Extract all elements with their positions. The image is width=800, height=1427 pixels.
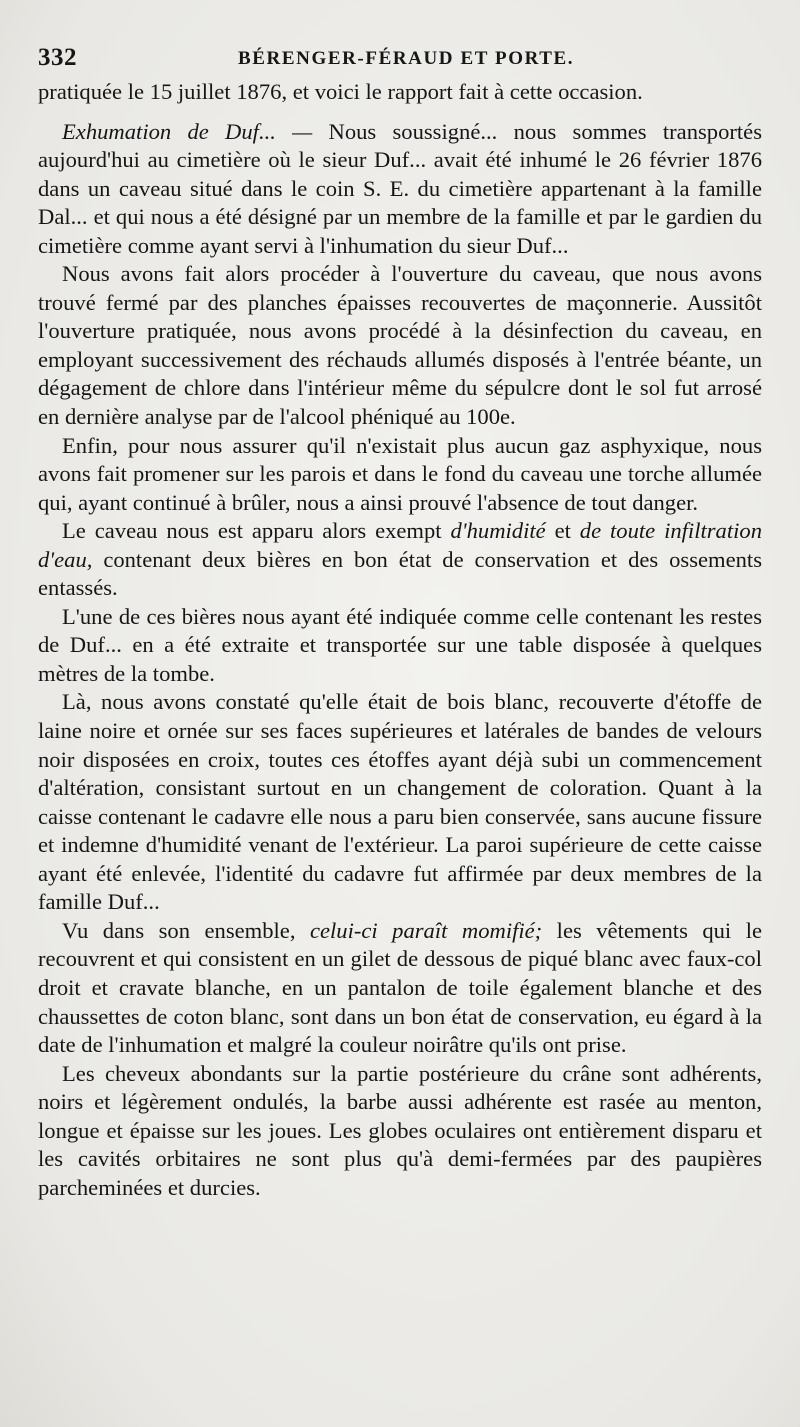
- body-text: [38, 78, 762, 1202]
- paragraph-2: Exhumation de Duf... — Nous soussigné... nous sommes transportés aujourd'hui au cimetière où le sieur Duf... avait été inhumé le 26 février 1876 dans un caveau situé dans le coin S. E. du cimetière appartenant à la famille Dal... et qui nous a été désigné par un membre de la famille et par le gardien du cimetière comme ayant servi à l'inhumation du sieur Duf...: [38, 118, 762, 258]
- paragraph-8: Vu dans son ensemble, celui-ci paraît momifié; les vêtements qui le recouvrent et qui consistent en un gilet de dessous de piqué blanc avec faux-col droit et cravate blanche, en un pantalon de toile également blanche et des chaussettes de coton blanc, sont dans un bon état de conservation, eu égard à la date de l'inhumation et malgré la couleur noirâtre qu'ils ont prise.: [38, 917, 762, 1058]
- paragraph-1: pratiquée le 15 juillet 1876, et voici le rapport fait à cette occasion.: [38, 79, 643, 104]
- paragraph-7: Là, nous avons constaté qu'elle était de bois blanc, recouverte d'étoffe de laine noire et ornée sur ses faces supérieures et latérales de bandes de velours noir disposées en croix, toutes ces étoffes ayant déjà subi un commencement d'altération, consistant surtout en un changement de coloration. Quant à la caisse contenant le cadavre elle nous a paru bien conservée, sans aucune fissure et indemne d'humidité venant de l'extérieur. La paroi supérieure de cette caisse ayant été enlevée, l'identité du cadavre fut affirmée par deux membres de la famille Duf...: [38, 689, 762, 915]
- paragraph-9: Les cheveux abondants sur la partie postérieure du crâne sont adhérents, noirs et légèrement ondulés, la barbe aussi adhérente est rasée au menton, longue et épaisse sur les joues. Les globes oculaires ont entièrement disparu et les cavités orbitaires ne sont plus qu'à demi-fermées par des paupières parcheminées et durcies.: [38, 1060, 762, 1200]
- page-header: [38, 44, 762, 78]
- page-number: 332: [38, 44, 77, 71]
- paragraph-6: L'une de ces bières nous ayant été indiquée comme celle contenant les restes de Duf... en a été extraite et transportée sur une table disposée à quelques mètres de la tombe.: [38, 603, 762, 686]
- section-lead: Exhumation de Duf... —: [62, 118, 313, 144]
- paragraph-3: Nous avons fait alors procéder à l'ouverture du caveau, que nous avons trouvé fermé par des planches épaisses recouvertes de maçonnerie. Aussitôt l'ouverture pratiquée, nous avons procédé à la désinfection du caveau, en employant successivement des réchauds allumés disposés à l'entrée béante, un dégagement de chlore dans l'intérieur même du sépulcre dont le sol fut arrosé en dernière analyse par de l'alcool phéniqué au 100e.: [38, 261, 762, 430]
- paragraph-4: Enfin, pour nous assurer qu'il n'existait plus aucun gaz asphyxique, nous avons fait promener sur les parois et dans le fond du caveau une torche allumée qui, ayant continué à brûler, nous a ainsi prouvé l'absence de tout danger.: [38, 432, 762, 515]
- running-head: BÉRENGER-FÉRAUD ET PORTE.: [238, 48, 575, 69]
- paragraph-5: Le caveau nous est apparu alors exempt d'humidité et de toute infiltration d'eau, contenant deux bières en bon état de conservation et des ossements entassés.: [38, 518, 762, 601]
